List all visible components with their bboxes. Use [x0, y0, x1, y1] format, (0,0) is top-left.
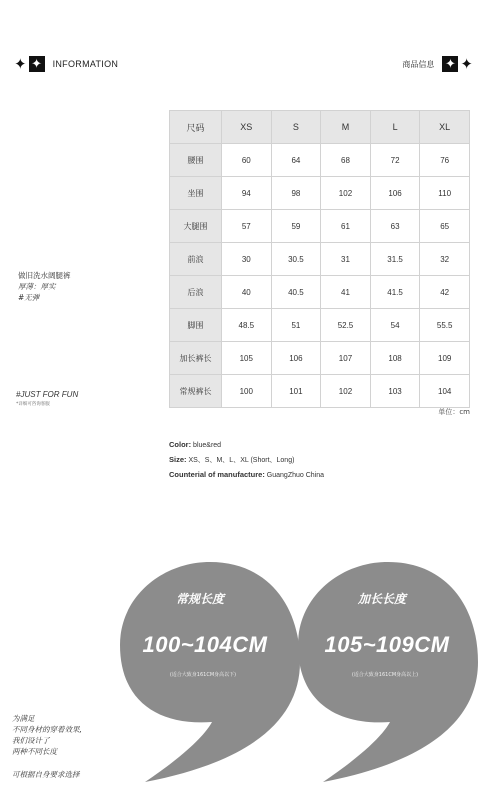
measurement-label: 加长裤长 — [170, 342, 222, 375]
long-length-title: 加长长度 — [357, 592, 406, 606]
origin-spec-value: GuangZhuo China — [266, 472, 325, 479]
size-column-header: XL — [420, 111, 470, 144]
note-line: 我们设计了 — [12, 736, 50, 745]
measurement-value: 110 — [420, 177, 470, 210]
measurement-value: 108 — [370, 342, 420, 375]
origin-spec-label: Counterial of manufacture: — [169, 470, 265, 479]
size-spec-label: Size: — [169, 455, 187, 464]
thickness-text: 厚薄：厚实 — [18, 282, 56, 291]
measurement-value: 40 — [222, 276, 272, 309]
measurement-value: 100 — [222, 375, 272, 408]
choice-note: 可根据自身要求选择 — [12, 770, 80, 779]
measurement-value: 76 — [420, 144, 470, 177]
boxed-sparkle-icon: ✦ — [442, 56, 458, 72]
measurement-value: 41 — [321, 276, 371, 309]
measurement-label: 前浪 — [170, 243, 222, 276]
measurement-value: 31 — [321, 243, 371, 276]
size-column-header: L — [370, 111, 420, 144]
consult-text: *详细可咨询客服 — [16, 402, 50, 407]
measurement-value: 102 — [321, 177, 371, 210]
measurement-value: 51 — [271, 309, 321, 342]
boxed-sparkle-icon: ✦ — [29, 56, 45, 72]
measurement-value: 101 — [271, 375, 321, 408]
measurement-value: 103 — [370, 375, 420, 408]
measurement-value: 106 — [370, 177, 420, 210]
product-name: 做旧洗水阔腿裤 — [18, 271, 71, 280]
measurement-value: 104 — [420, 375, 470, 408]
measurement-value: 57 — [222, 210, 272, 243]
measurement-value: 102 — [321, 375, 371, 408]
measurement-value: 30.5 — [271, 243, 321, 276]
size-spec-value: XS、S、M、L、XL (Short、Long) — [188, 457, 295, 464]
long-length-range: 105~109CM — [324, 632, 450, 657]
measurement-value: 41.5 — [370, 276, 420, 309]
note-line: 不同身材的穿着效果, — [12, 725, 82, 734]
measurement-value: 98 — [271, 177, 321, 210]
size-column-header: S — [271, 111, 321, 144]
measurement-value: 107 — [321, 342, 371, 375]
information-label: INFORMATION — [52, 59, 119, 69]
long-length-note: (适合大致身161CM身高以上) — [351, 672, 419, 678]
small-sparkle-icon: ✦ — [460, 54, 473, 73]
regular-length-title: 常规长度 — [175, 592, 224, 606]
measurement-value: 109 — [420, 342, 470, 375]
measurement-value: 40.5 — [271, 276, 321, 309]
measurement-value: 63 — [370, 210, 420, 243]
slogan-text: #JUST FOR FUN — [16, 390, 79, 399]
measurement-value: 60 — [222, 144, 272, 177]
unit-label: 单位：cm — [438, 408, 470, 416]
measurement-value: 31.5 — [370, 243, 420, 276]
measurement-value: 105 — [222, 342, 272, 375]
color-spec-label: Color: — [169, 440, 192, 449]
measurement-value: 68 — [321, 144, 371, 177]
size-column-header: 尺码 — [170, 111, 222, 144]
measurement-value: 61 — [321, 210, 371, 243]
regular-length-note: (适合大致身161CM身高以下) — [169, 672, 237, 678]
regular-length-range: 100~104CM — [142, 632, 268, 657]
measurement-label: 腰围 — [170, 144, 222, 177]
stretch-text: #无弹 — [18, 293, 40, 302]
measurement-value: 72 — [370, 144, 420, 177]
size-column-header: M — [321, 111, 371, 144]
measurement-value: 30 — [222, 243, 272, 276]
measurement-value: 48.5 — [222, 309, 272, 342]
measurement-value: 65 — [420, 210, 470, 243]
length-explanation — [12, 713, 82, 757]
note-line: 为满足 — [12, 714, 35, 723]
measurement-label: 常规裤长 — [170, 375, 222, 408]
measurement-label: 脚围 — [170, 309, 222, 342]
note-line: 两种不同长度 — [12, 747, 57, 756]
measurement-value: 55.5 — [420, 309, 470, 342]
product-info-label: 商品信息 — [402, 59, 435, 69]
color-spec-value: blue&red — [193, 442, 222, 449]
measurement-value: 59 — [271, 210, 321, 243]
measurement-label: 后浪 — [170, 276, 222, 309]
measurement-value: 106 — [271, 342, 321, 375]
measurement-value: 54 — [370, 309, 420, 342]
measurement-value: 52.5 — [321, 309, 371, 342]
measurement-label: 大腿围 — [170, 210, 222, 243]
small-sparkle-icon: ✦ — [14, 54, 27, 73]
measurement-value: 64 — [271, 144, 321, 177]
measurement-label: 坐围 — [170, 177, 222, 210]
measurement-value: 32 — [420, 243, 470, 276]
size-column-header: XS — [222, 111, 272, 144]
measurement-value: 94 — [222, 177, 272, 210]
measurement-value: 42 — [420, 276, 470, 309]
